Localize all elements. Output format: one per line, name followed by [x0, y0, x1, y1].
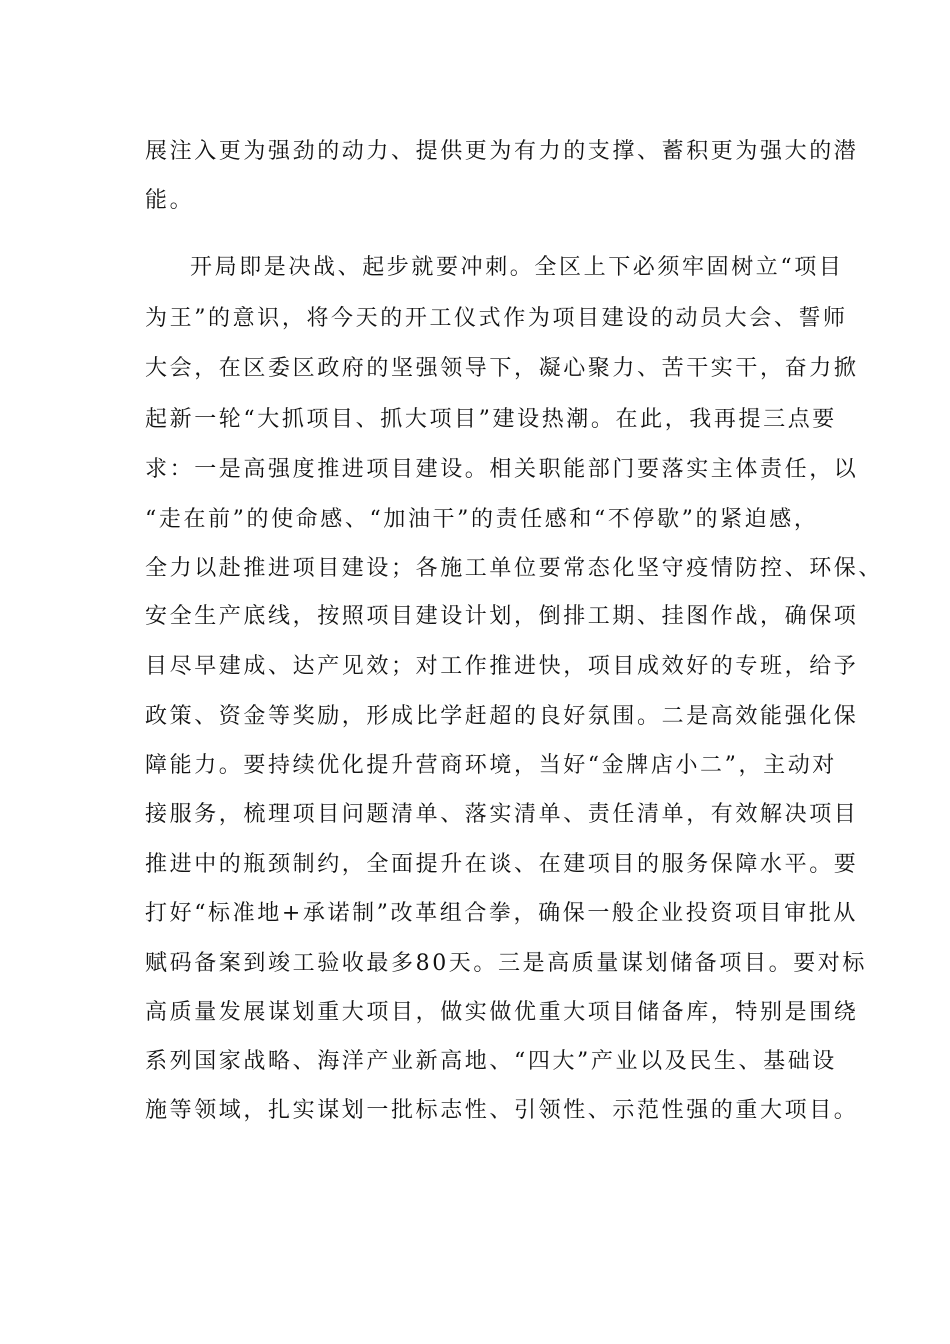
paragraph-2-line-6: “走在前”的使命感、“加油干”的责任感和“不停歇”的紧迫感， [145, 507, 819, 532]
paragraph-2-line-1: 开局即是决战、起步就要冲刺。全区上下必须牢固树立“项目 [190, 255, 844, 280]
paragraph-2-line-11: 障能力。要持续优化提升营商环境，当好“金牌店小二”，主动对 [145, 753, 837, 778]
paragraph-2-line-9: 目尽早建成、达产见效；对工作推进快，项目成效好的专班，给予 [145, 654, 859, 679]
paragraph-2-line-7: 全力以赴推进项目建设；各施工单位要常态化坚守疫情防控、环保、 [145, 556, 884, 581]
paragraph-1-line-1: 展注入更为强劲的动力、提供更为有力的支撑、蓄积更为强大的潜 [145, 139, 859, 164]
paragraph-2-line-16: 高质量发展谋划重大项目，做实做优重大项目储备库，特别是围绕 [145, 1000, 859, 1025]
paragraph-1-line-2: 能。 [145, 188, 195, 213]
paragraph-2-line-13: 推进中的瓶颈制约，全面提升在谈、在建项目的服务保障水平。要 [145, 852, 859, 877]
paragraph-2-line-14: 打好“标准地+承诺制”改革组合拳，确保一般企业投资项目审批从 [145, 901, 858, 926]
paragraph-2-line-8: 安全生产底线，按照项目建设计划，倒排工期、挂图作战，确保项 [145, 604, 859, 629]
paragraph-2-line-10: 政策、资金等奖励，形成比学赶超的良好氛围。二是高效能强化保 [145, 704, 859, 729]
paragraph-2-line-17: 系列国家战略、海洋产业新高地、“四大”产业以及民生、基础设 [145, 1049, 837, 1074]
paragraph-2-line-18: 施等领域，扎实谋划一批标志性、引领性、示范性强的重大项目。 [145, 1098, 859, 1123]
paragraph-2-line-12: 接服务，梳理项目问题清单、落实清单、责任清单，有效解决项目 [145, 802, 859, 827]
paragraph-2-line-3: 大会，在区委区政府的坚强领导下，凝心聚力、苦干实干，奋力掀 [145, 356, 859, 381]
paragraph-2-line-4: 起新一轮“大抓项目、抓大项目”建设热潮。在此，我再提三点要 [145, 407, 837, 432]
paragraph-2-line-5: 求：一是高强度推进项目建设。相关职能部门要落实主体责任，以 [145, 457, 859, 482]
paragraph-2-line-2: 为王”的意识，将今天的开工仪式作为项目建设的动员大会、誓师 [145, 306, 848, 331]
paragraph-2-line-15: 赋码备案到竣工验收最多80天。三是高质量谋划储备项目。要对标 [145, 951, 867, 976]
